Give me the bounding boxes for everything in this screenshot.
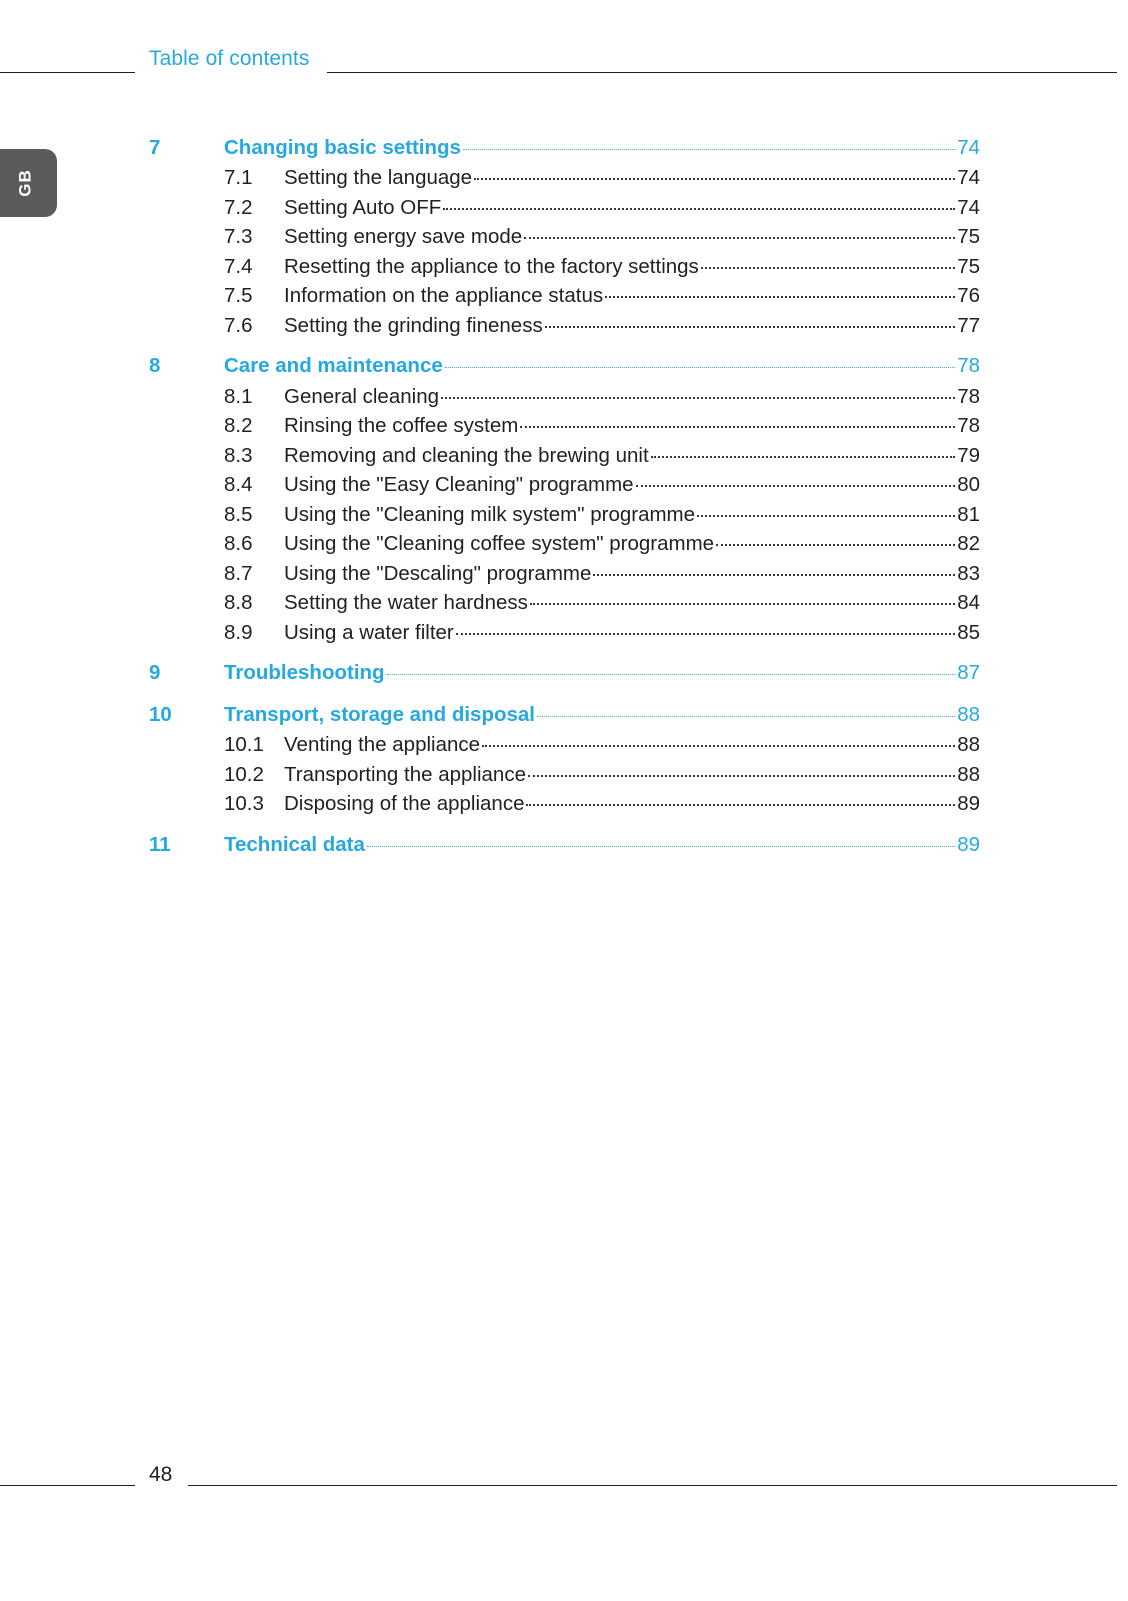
dot-leader: [716, 520, 955, 547]
dot-leader: [445, 343, 955, 369]
page-number: 48: [149, 1463, 173, 1486]
header-rule-right: [327, 72, 1117, 73]
chapter-title: Changing basic settings: [224, 135, 461, 159]
toc-subsection-entry[interactable]: [149, 612, 980, 642]
subsection-number: 7.1: [224, 166, 253, 190]
subsection-page-number: 88: [957, 733, 980, 757]
subsection-title: Setting the language: [284, 166, 473, 190]
chapter-number: 7: [149, 135, 161, 159]
header-rule-left: [0, 72, 135, 73]
dot-leader: [526, 780, 955, 807]
subsection-number: 10.1: [224, 733, 264, 757]
subsection-page-number: 80: [957, 473, 980, 497]
subsection-title: Using the "Descaling" programme: [284, 561, 592, 585]
subsection-page-number: 88: [957, 762, 980, 786]
dot-leader: [545, 301, 955, 328]
subsection-page-number: 82: [957, 532, 980, 556]
subsection-title: Setting Auto OFF: [284, 195, 442, 219]
chapter-title: Care and maintenance: [224, 354, 443, 378]
subsection-number: 7.5: [224, 284, 253, 308]
subsection-number: 8.2: [224, 414, 253, 438]
subsection-title: Using the "Cleaning coffee system" programme: [284, 532, 715, 556]
dot-leader: [482, 721, 955, 748]
dot-leader: [528, 750, 955, 777]
subsection-title: General cleaning: [284, 384, 439, 408]
subsection-title: Setting the grinding fineness: [284, 313, 543, 337]
language-tab: [0, 149, 57, 217]
subsection-title: Disposing of the appliance: [284, 792, 525, 816]
language-tab-label: GB: [15, 169, 35, 197]
toc-subsection-entry[interactable]: [149, 784, 980, 814]
dot-leader: [636, 461, 956, 488]
toc-section: [149, 825, 980, 855]
toc-section: [149, 347, 980, 642]
subsection-number: 10.3: [224, 792, 264, 816]
dot-leader: [605, 272, 955, 299]
chapter-number: 10: [149, 702, 172, 726]
chapter-page-number: 89: [957, 832, 980, 856]
chapter-page-number: 87: [957, 661, 980, 685]
subsection-title: Resetting the appliance to the factory settings: [284, 254, 699, 278]
subsection-title: Transporting the appliance: [284, 762, 526, 786]
chapter-number: 9: [149, 661, 161, 685]
subsection-page-number: 76: [957, 284, 980, 308]
dot-leader: [524, 213, 955, 240]
subsection-title: Setting the water hardness: [284, 591, 528, 615]
subsection-number: 8.7: [224, 561, 253, 585]
subsection-title: Using the "Easy Cleaning" programme: [284, 473, 634, 497]
dot-leader: [697, 490, 955, 517]
dot-leader: [443, 183, 955, 210]
dot-leader: [530, 579, 955, 606]
subsection-number: 8.5: [224, 502, 253, 526]
page-header-title: Table of contents: [149, 47, 310, 70]
subsection-number: 8.6: [224, 532, 253, 556]
dot-leader: [463, 124, 955, 150]
toc-subsection-entry[interactable]: [149, 305, 980, 335]
subsection-number: 8.9: [224, 620, 253, 644]
chapter-title: Transport, storage and disposal: [224, 702, 535, 726]
subsection-page-number: 74: [957, 166, 980, 190]
dot-leader: [701, 242, 955, 269]
dot-leader: [537, 691, 955, 717]
dot-leader: [456, 608, 955, 635]
subsection-page-number: 74: [957, 195, 980, 219]
chapter-number: 8: [149, 354, 161, 378]
chapter-page-number: 88: [957, 702, 980, 726]
toc-chapter-entry[interactable]: [149, 654, 980, 684]
toc-chapter-entry[interactable]: [149, 825, 980, 855]
subsection-title: Information on the appliance status: [284, 284, 604, 308]
subsection-number: 7.6: [224, 313, 253, 337]
dot-leader: [367, 821, 955, 847]
dot-leader: [520, 402, 955, 429]
subsection-page-number: 89: [957, 792, 980, 816]
subsection-number: 7.3: [224, 225, 253, 249]
table-of-contents: [149, 128, 980, 867]
subsection-page-number: 79: [957, 443, 980, 467]
dot-leader: [474, 154, 955, 181]
footer-rule-left: [0, 1485, 135, 1486]
subsection-title: Removing and cleaning the brewing unit: [284, 443, 649, 467]
subsection-number: 7.4: [224, 254, 253, 278]
toc-section: [149, 128, 980, 335]
subsection-page-number: 75: [957, 254, 980, 278]
subsection-number: 8.3: [224, 443, 253, 467]
subsection-title: Rinsing the coffee system: [284, 414, 519, 438]
subsection-number: 7.2: [224, 195, 253, 219]
subsection-number: 8.4: [224, 473, 253, 497]
subsection-page-number: 75: [957, 225, 980, 249]
subsection-title: Using a water filter: [284, 620, 454, 644]
chapter-page-number: 74: [957, 135, 980, 159]
subsection-title: Setting energy save mode: [284, 225, 523, 249]
chapter-number: 11: [149, 832, 171, 856]
subsection-title: Venting the appliance: [284, 733, 481, 757]
subsection-page-number: 78: [957, 414, 980, 438]
toc-section: [149, 654, 980, 684]
toc-section: [149, 695, 980, 816]
subsection-page-number: 85: [957, 620, 980, 644]
subsection-page-number: 81: [957, 502, 980, 526]
chapter-title: Technical data: [224, 832, 365, 856]
subsection-page-number: 83: [957, 561, 980, 585]
subsection-number: 8.8: [224, 591, 253, 615]
footer-rule-right: [188, 1485, 1117, 1486]
dot-leader: [651, 431, 956, 458]
subsection-number: 8.1: [224, 384, 253, 408]
dot-leader: [387, 650, 956, 676]
subsection-title: Using the "Cleaning milk system" programme: [284, 502, 696, 526]
subsection-page-number: 84: [957, 591, 980, 615]
chapter-title: Troubleshooting: [224, 661, 385, 685]
subsection-page-number: 77: [957, 313, 980, 337]
dot-leader: [441, 372, 955, 399]
chapter-page-number: 78: [957, 354, 980, 378]
subsection-page-number: 78: [957, 384, 980, 408]
dot-leader: [593, 549, 955, 576]
subsection-number: 10.2: [224, 762, 264, 786]
